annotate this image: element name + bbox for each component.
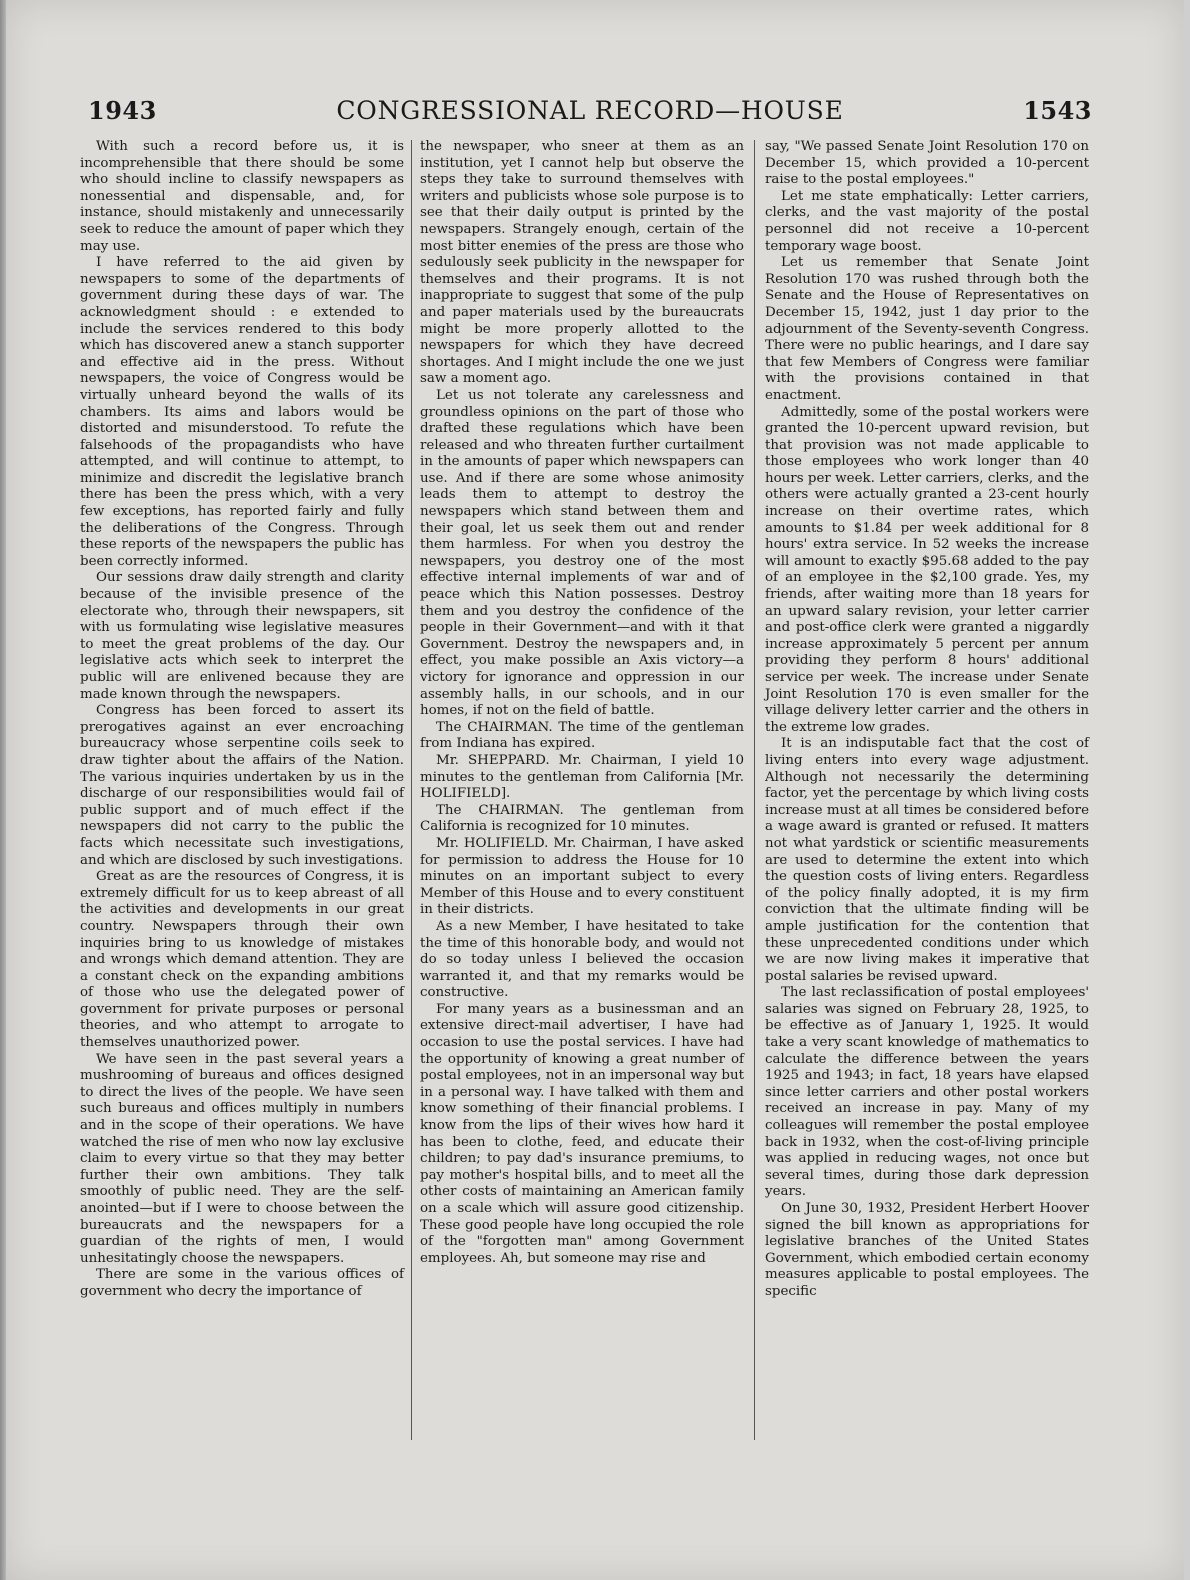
header-title: CONGRESSIONAL RECORD—HOUSE [336,96,844,125]
paragraph: say, "We passed Senate Joint Resolution 170 on December 15, which provided a 10-percent raise to the postal employees." [765,139,1089,188]
paragraph: Great as are the resources of Congress, it is extremely difficult for us to keep abreast of all the activities and developments in our great country. Newspapers through their own inquiries bring to us knowledge of mistakes and wrongs which demand attention. They are a constant check on the expanding ambitions of those who use the delegated power of government for private purposes or personal theories, and who attempt to arrogate to themselves unauthorized power. [80,869,404,1051]
paragraph: I have referred to the aid given by newspapers to some of the departments of government during these days of war. The acknowledgment should : e extended to include the services rendered to this body which has discovered anew a stanch supporter and effective aid in the press. Without newspapers, the voice of Congress would be virtually unheard beyond the walls of its chambers. Its aims and labors would be distorted and misunderstood. To refute the falsehoods of the propagandists who have attempted, and will continue to attempt, to minimize and discredit the legislative branch there has been the press which, with a very few exceptions, has reported fairly and fully the deliberations of the Congress. Through these reports of the newspapers the public has been correctly informed. [80,255,404,569]
paragraph: Let us remember that Senate Joint Resolution 170 was rushed through both the Senate and the House of Representatives on December 15, 1942, just 1 day prior to the adjournment of the Seventy-seventh Congress. There were no public hearings, and I dare say that few Members of Congress were familiar with the provisions contained in that enactment. [765,255,1089,403]
paragraph: Mr. HOLIFIELD. Mr. Chairman, I have asked for permission to address the House for 10 minutes on an important subject to every Member of this House and to every constituent in their districts. [420,835,744,918]
page-header [88,96,1092,132]
column-divider [754,140,755,1440]
paragraph: the newspaper, who sneer at them as an institution, yet I cannot help but observe the steps they take to surround themselves with writers and publicists whose sole purpose is to see that their daily output is printed by the newspapers. Strangely enough, certain of the most bitter enemies of the press are those who sedulously seek publicity in the newspaper for themselves and their programs. It is not inappropriate to suggest that some of the pulp and paper materials used by the bureaucrats might be more properly allotted to the newspapers for which they have decreed shortages. And I might include the one we just saw a moment ago. [420,139,744,387]
paragraph: There are some in the various offices of government who decry the importance of [80,1267,404,1299]
paragraph: On June 30, 1932, President Herbert Hoover signed the bill known as appropriations for legislative branches of the United States Government, which embodied certain economy measures applicable to postal employees. The specific [765,1201,1089,1299]
text-column-3 [765,139,1089,1301]
paragraph: Mr. SHEPPARD. Mr. Chairman, I yield 10 minutes to the gentleman from California [Mr. HOLIFIELD]. [420,752,744,802]
paragraph: For many years as a businessman and an extensive direct-mail advertiser, I have had occasion to use the postal services. I have had the opportunity of knowing a great number of postal employees, not in an impersonal way but in a personal way. I have talked with them and know something of their financial problems. I know from the lips of their wives how hard it has been to clothe, feed, and educate their children; to pay dad's insurance premiums, to pay mother's hospital bills, and to meet all the other costs of maintaining an American family on a scale which will assure good citizenship. These good people have long occupied the role of the "forgotten man" among Government employees. Ah, but someone may rise and [420,1001,744,1266]
paragraph: The CHAIRMAN. The gentleman from California is recognized for 10 minutes. [420,802,744,835]
text-column-2 [420,139,744,1267]
header-year: 1943 [88,96,157,125]
header-page-number: 1543 [1023,96,1092,125]
column-divider [411,140,412,1440]
paragraph: The CHAIRMAN. The time of the gentleman from Indiana has expired. [420,719,744,752]
paragraph: The last reclassification of postal employees' salaries was signed on February 28, 1925, to be effective as of January 1, 1925. It would take a very scant knowledge of mathematics to calculate the difference between the years 1925 and 1943; in fact, 18 years have elapsed since letter carriers and other postal workers received an increase in pay. Many of my colleagues will remember the postal employee back in 1932, when the cost-of-living principle was applied in reducing wages, not once but several times, during those dark depression years. [765,985,1089,1200]
paragraph: Admittedly, some of the postal workers were granted the 10-percent upward revision, but that provision was not made applicable to those employees who work longer than 40 hours per week. Letter carriers, clerks, and the others were actually granted a 23-cent hourly increase on their overtime rates, which amounts to $1.84 per week additional for 8 hours' extra service. In 52 weeks the increase will amount to exactly $95.68 added to the pay of an employee in the $2,100 grade. Yes, my friends, after waiting more than 18 years for an upward salary revision, your letter carrier and post-office clerk were granted a niggardly increase approximately 5 percent per annum providing they perform 8 hours' additional service per week. The increase under Senate Joint Resolution 170 is even smaller for the village delivery letter carrier and the others in the extreme low grades. [765,404,1089,735]
paragraph: We have seen in the past several years a mushrooming of bureaus and offices designed to direct the lives of the people. We have seen such bureaus and offices multiply in numbers and in the scope of their operations. We have watched the rise of men who now lay exclusive claim to every virtue so that they may better further their own ambitions. They talk smoothly of public need. They are the self-anointed—but if I were to choose between the bureaucrats and the newspapers for a guardian of the rights of men, I would unhesitatingly choose the newspapers. [80,1051,404,1266]
paragraph: Our sessions draw daily strength and clarity because of the invisible presence of the electorate who, through their newspapers, sit with us formulating wise legislative measures to meet the great problems of the day. Our legislative acts which seek to interpret the public will are enlivened because they are made known through the newspapers. [80,570,404,702]
paragraph: Let us not tolerate any carelessness and groundless opinions on the part of those who drafted these regulations which have been released and who threaten further curtailment in the amounts of paper which newspapers can use. And if there are some whose animosity leads them to attempt to destroy the newspapers which stand between them and their goal, let us seek them out and render them harmless. For when you destroy the newspapers, you destroy one of the most effective internal implements of war and of peace which this Nation possesses. Destroy them and you destroy the confidence of the people in their Government—and with it that Government. Destroy the newspapers and, in effect, you make possible an Axis victory—a victory for ignorance and oppression in our assembly halls, in our schools, and in our homes, if not on the field of battle. [420,387,744,719]
paragraph: As a new Member, I have hesitated to take the time of this honorable body, and would not do so today unless I believed the occasion warranted it, and that my remarks would be constructive. [420,918,744,1001]
text-column-1 [80,139,404,1301]
paragraph: Let me state emphatically: Letter carriers, clerks, and the vast majority of the postal personnel did not receive a 10-percent temporary wage boost. [765,188,1089,254]
paragraph: With such a record before us, it is incomprehensible that there should be some who should incline to classify newspapers as nonessential and dispensable, and, for instance, should mistakenly and unnecessarily seek to reduce the amount of paper which they may use. [80,139,404,254]
paragraph: Congress has been forced to assert its prerogatives against an ever encroaching bureaucracy whose serpentine coils seek to draw tighter about the affairs of the Nation. The various inquiries undertaken by us in the discharge of our responsibilities would fail of public support and of much effect if the newspapers did not carry to the public the facts which necessitate such investigations, and which are disclosed by such investigations. [80,703,404,868]
paragraph: It is an indisputable fact that the cost of living enters into every wage adjustment. Although not necessarily the determining factor, yet the percentage by which living costs increase must at all times be considered before a wage award is granted or refused. It matters not what yardstick or scientific measurements are used to determine the extent into which the question costs of living enters. Regardless of the policy finally adopted, it is my firm conviction that the ultimate finding will be ample justification for the contention that these unprecedented conditions under which we are now living makes it imperative that postal salaries be revised upward. [765,736,1089,984]
